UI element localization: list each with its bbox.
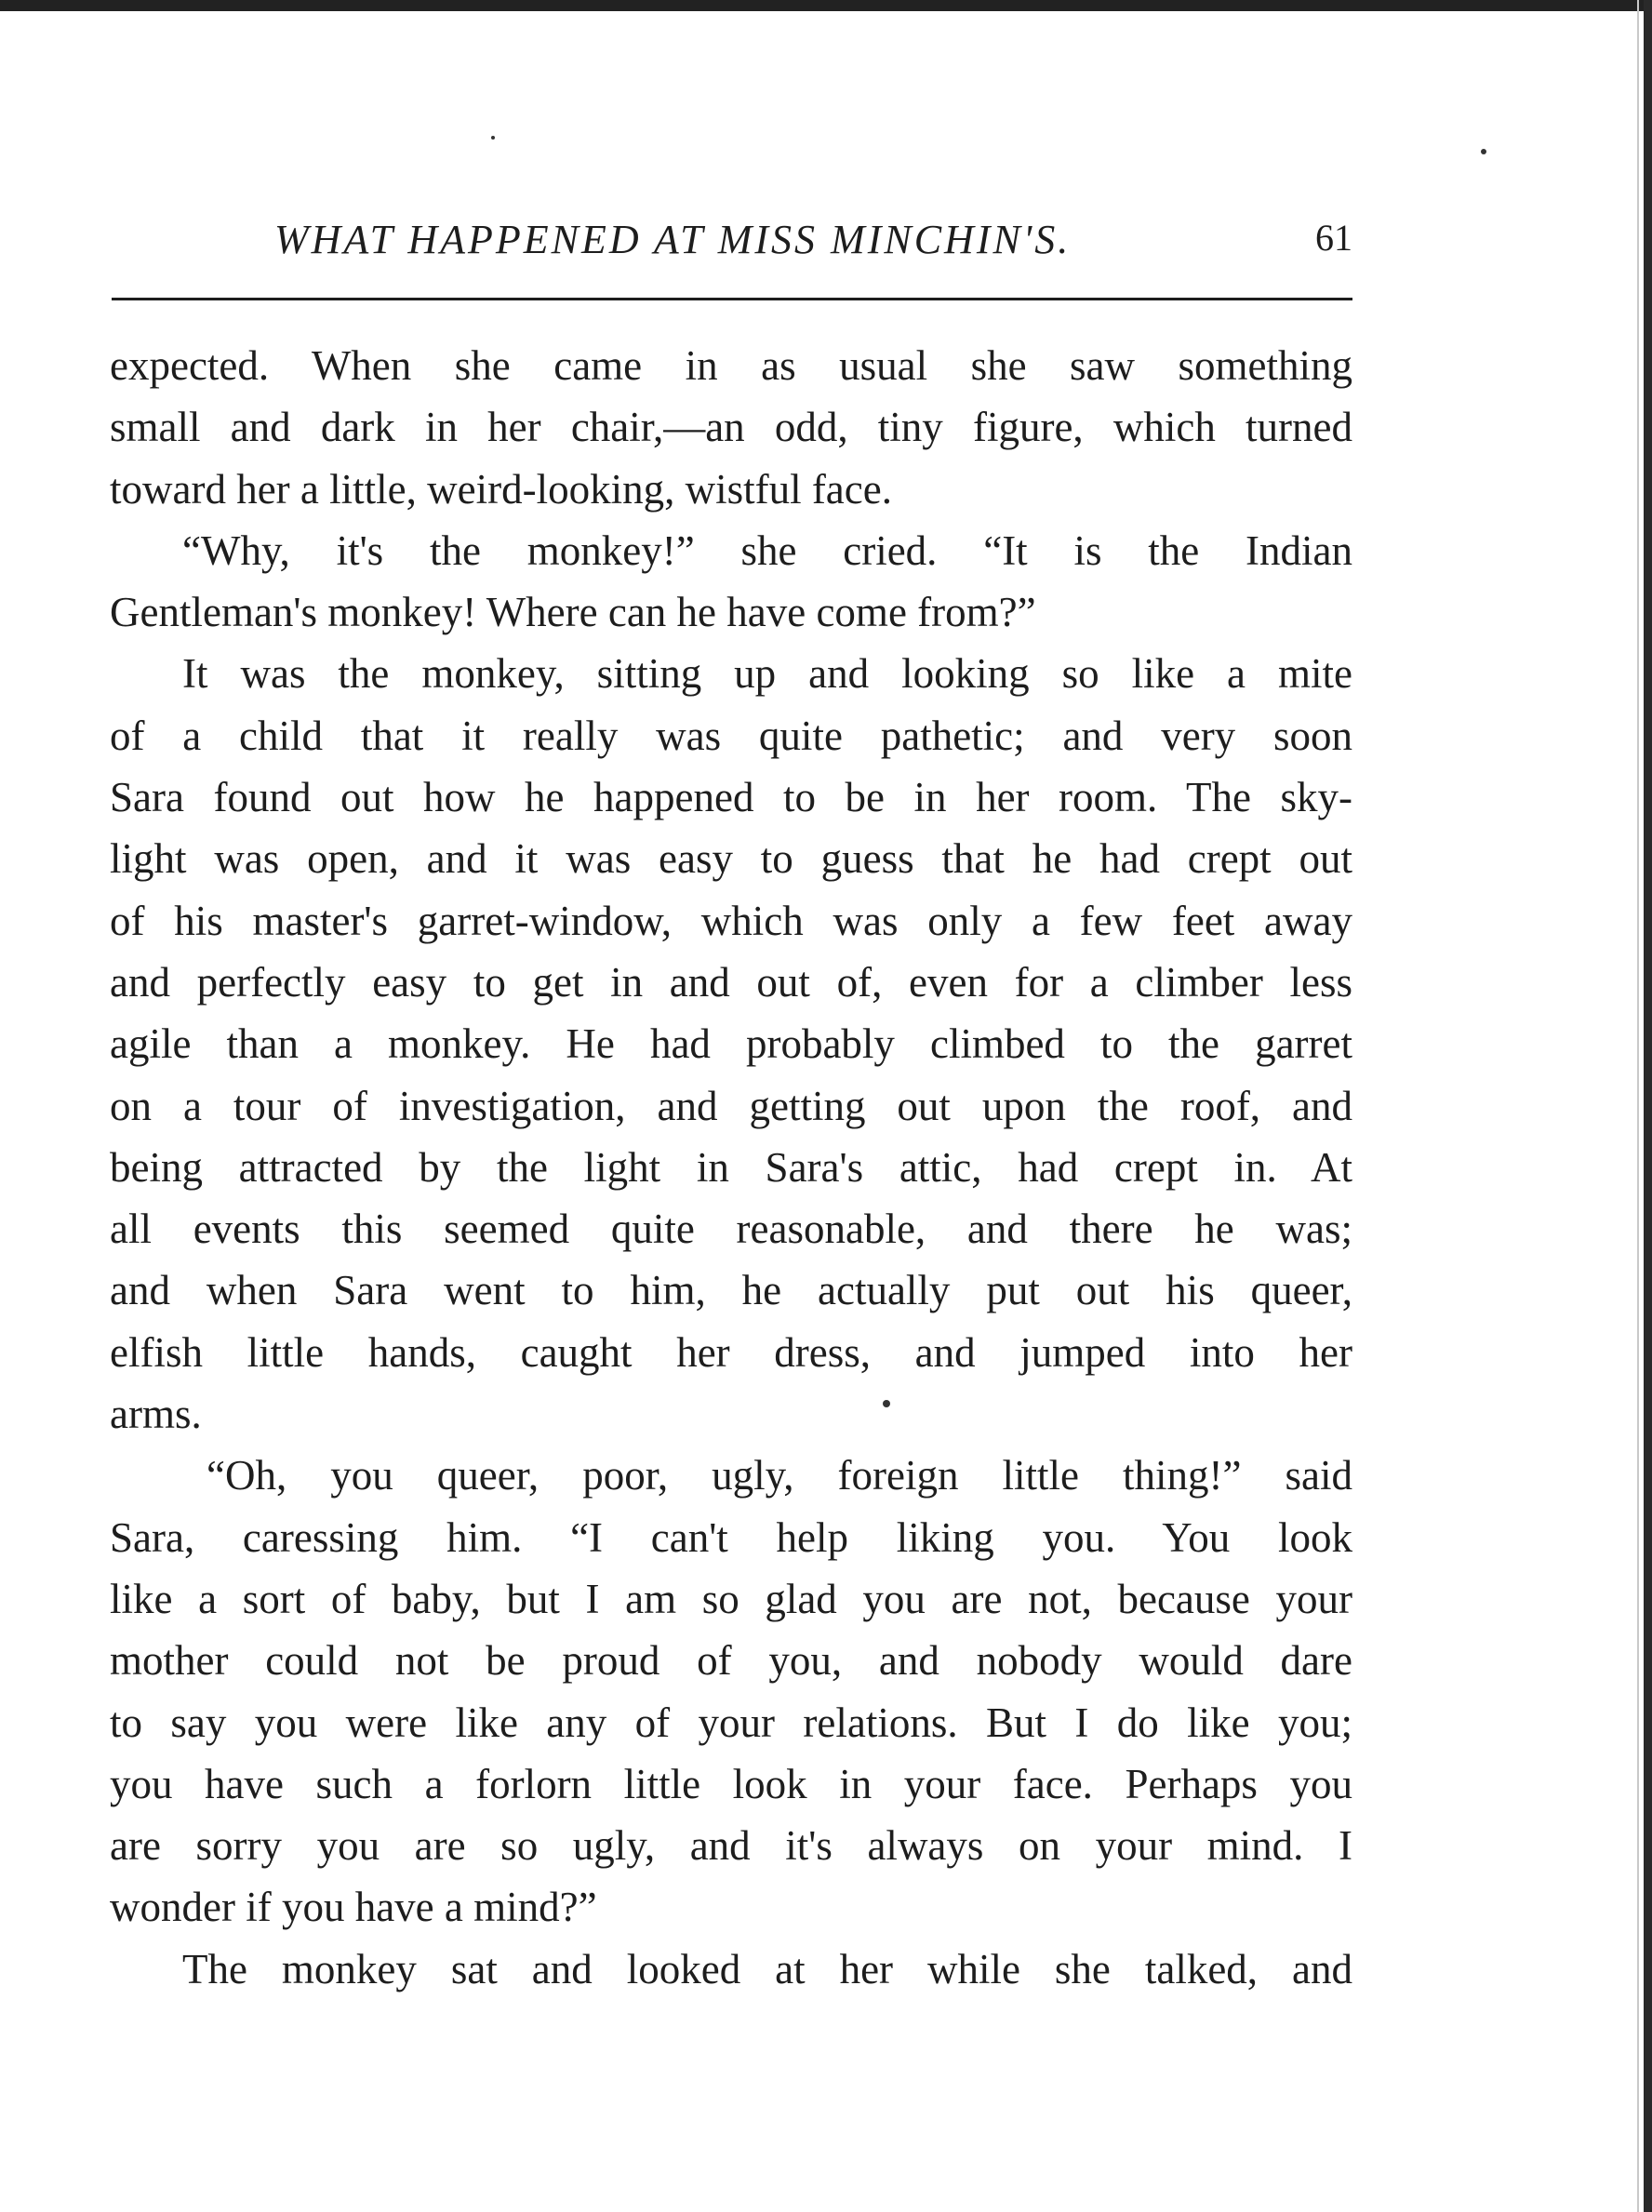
text-line: “Why, it's the monkey!” she cried. “It is the Indian	[182, 526, 1352, 574]
text-line: agile than a monkey. He had probably climbed to the garret	[110, 1020, 1352, 1068]
text-line: on a tour of investigation, and getting out upon the roof, and	[110, 1082, 1352, 1129]
text-line: are sorry you are so ugly, and it's always on your mind. I	[110, 1822, 1352, 1870]
text-line: and when Sara went to him, he actually put out his queer,	[110, 1267, 1352, 1314]
text-line: like a sort of baby, but I am so glad you are not, because your	[110, 1575, 1352, 1622]
text-line: The monkey sat and looked at her while she talked, and	[182, 1945, 1352, 1992]
text-line: elfish little hands, caught her dress, and jumped into her	[110, 1328, 1352, 1376]
scan-speck	[1481, 149, 1486, 154]
running-title: WHAT HAPPENED AT MISS MINCHIN'S.	[274, 217, 1072, 262]
text-line: to say you were like any of your relations. But I do like you;	[110, 1699, 1352, 1746]
text-line: Sara found out how he happened to be in her room. The sky-	[110, 774, 1352, 821]
text-line: all events this seemed quite reasonable, and there he was;	[110, 1206, 1352, 1253]
text-line: toward her a little, weird-looking, wistful face.	[110, 465, 892, 513]
text-line: It was the monkey, sitting up and looking so like a mite	[182, 650, 1352, 698]
text-line: light was open, and it was easy to guess that he had crept out	[110, 835, 1352, 883]
text-line: mother could not be proud of you, and nobody would dare	[110, 1637, 1352, 1685]
scan-right-edge	[1644, 0, 1652, 2212]
body-text	[110, 335, 1352, 2000]
header-rule	[112, 298, 1352, 300]
text-line: wonder if you have a mind?”	[110, 1884, 597, 1931]
scan-right-edge-line	[1637, 0, 1639, 2212]
text-line: small and dark in her chair,—an odd, tiny figure, which turned	[110, 404, 1352, 451]
text-line: Sara, caressing him. “I can't help liking you. You look	[110, 1513, 1352, 1561]
text-line: expected. When she came in as usual she saw something	[110, 342, 1352, 389]
running-head	[112, 216, 1352, 272]
text-line: being attracted by the light in Sara's attic, had crept in. At	[110, 1143, 1352, 1191]
scan-speck	[491, 136, 495, 140]
text-line: Gentleman's monkey! Where can he have come from?”	[110, 589, 1036, 636]
scan-top-edge	[0, 0, 1652, 11]
text-line: and perfectly easy to get in and out of, even for a climber less	[110, 958, 1352, 1006]
text-line: you have such a forlorn little look in your face. Perhaps you	[110, 1760, 1352, 1807]
text-line: arms.	[110, 1391, 202, 1438]
text-line: of a child that it really was quite pathetic; and very soon	[110, 712, 1352, 759]
text-line: “Oh, you queer, poor, ugly, foreign little thing!” said	[206, 1452, 1352, 1499]
text-line: of his master's garret-window, which was only a few feet away	[110, 897, 1352, 944]
page-number: 61	[1315, 217, 1352, 259]
